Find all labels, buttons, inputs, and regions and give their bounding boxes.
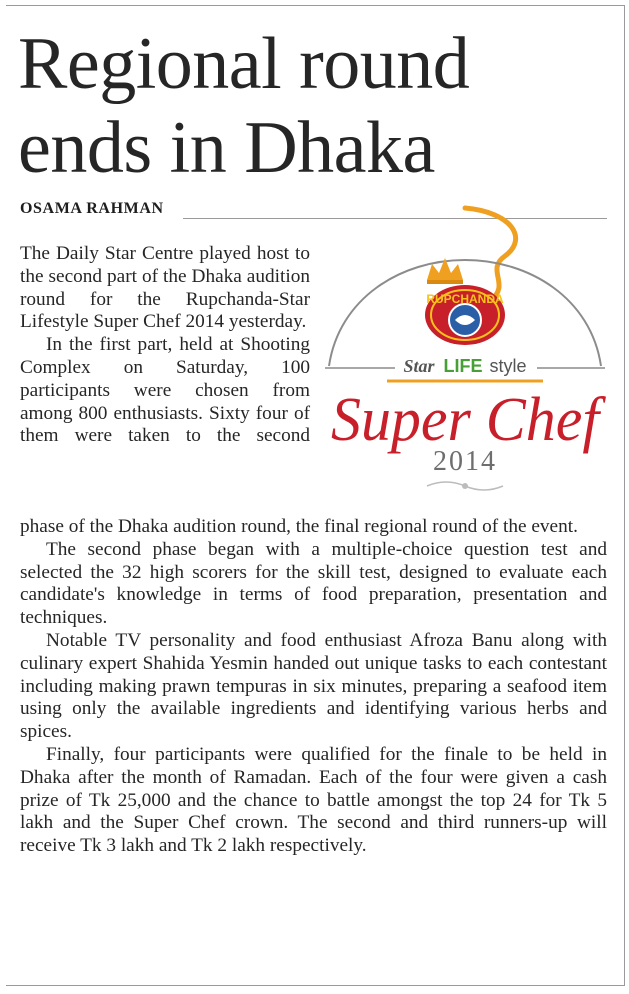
article-column-top bbox=[20, 243, 310, 448]
paragraph-1: The Daily Star Centre played host to the second part of the Dhaka audition round for the Rupchanda-Star Lifestyle Super Chef 2014 yesterday. bbox=[20, 243, 310, 333]
svg-text:Star LIFE style bbox=[403, 356, 526, 376]
headline-line-1: Regional round bbox=[18, 23, 470, 105]
frame-top-rule bbox=[6, 5, 625, 6]
paragraph-2-continued: phase of the Dhaka audition round, the final regional round of the event. bbox=[20, 516, 578, 537]
byline: OSAMA RAHMAN bbox=[20, 200, 164, 217]
article-column-bottom bbox=[20, 516, 607, 858]
brand-name: RUPCHANDA bbox=[426, 292, 504, 306]
logo-year: 2014 bbox=[433, 446, 497, 477]
paragraph-2: In the first part, held at Shooting Complex on Saturday, 100 participants were chosen from among 800 enthusiasts. Sixty four of them were taken to the second bbox=[20, 334, 310, 447]
super-chef-logo bbox=[315, 200, 615, 505]
frame-right-rule bbox=[624, 5, 625, 985]
ornament-flourish bbox=[427, 482, 503, 490]
headline bbox=[18, 22, 618, 190]
paragraph-4: Notable TV personality and food enthusiast Afroza Banu along with culinary expert Shahida Yesmin handed out unique tasks to each contestant including making prawn tempuras in six minutes, preparing a seafood item using only the available ingredients and identifying various herbs and spices. bbox=[20, 629, 607, 743]
frame-bottom-rule bbox=[6, 985, 625, 986]
sponsor-life: LIFE bbox=[443, 356, 483, 376]
sponsor-style: style bbox=[489, 356, 527, 376]
logo-title: Super Chef bbox=[331, 386, 607, 454]
crown-icon bbox=[427, 258, 463, 284]
sponsor-star: Star bbox=[403, 356, 435, 376]
paragraph-3: The second phase began with a multiple-choice question test and selected the 32 high scorers for the skill test, designed to evaluate each candidate's knowledge in terms of food preparation, presentation and techniques. bbox=[20, 538, 607, 629]
paragraph-5: Finally, four participants were qualified for the finale to be held in Dhaka after the month of Ramadan. Each of the four were given a cash prize of Tk 25,000 and the chance to battle amongst the top 24 for Tk 5 lakh and the Super Chef crown. The second and third runners-up will receive Tk 3 lakh and Tk 2 lakh respectively. bbox=[20, 743, 607, 857]
headline-line-2: ends in Dhaka bbox=[18, 107, 435, 189]
